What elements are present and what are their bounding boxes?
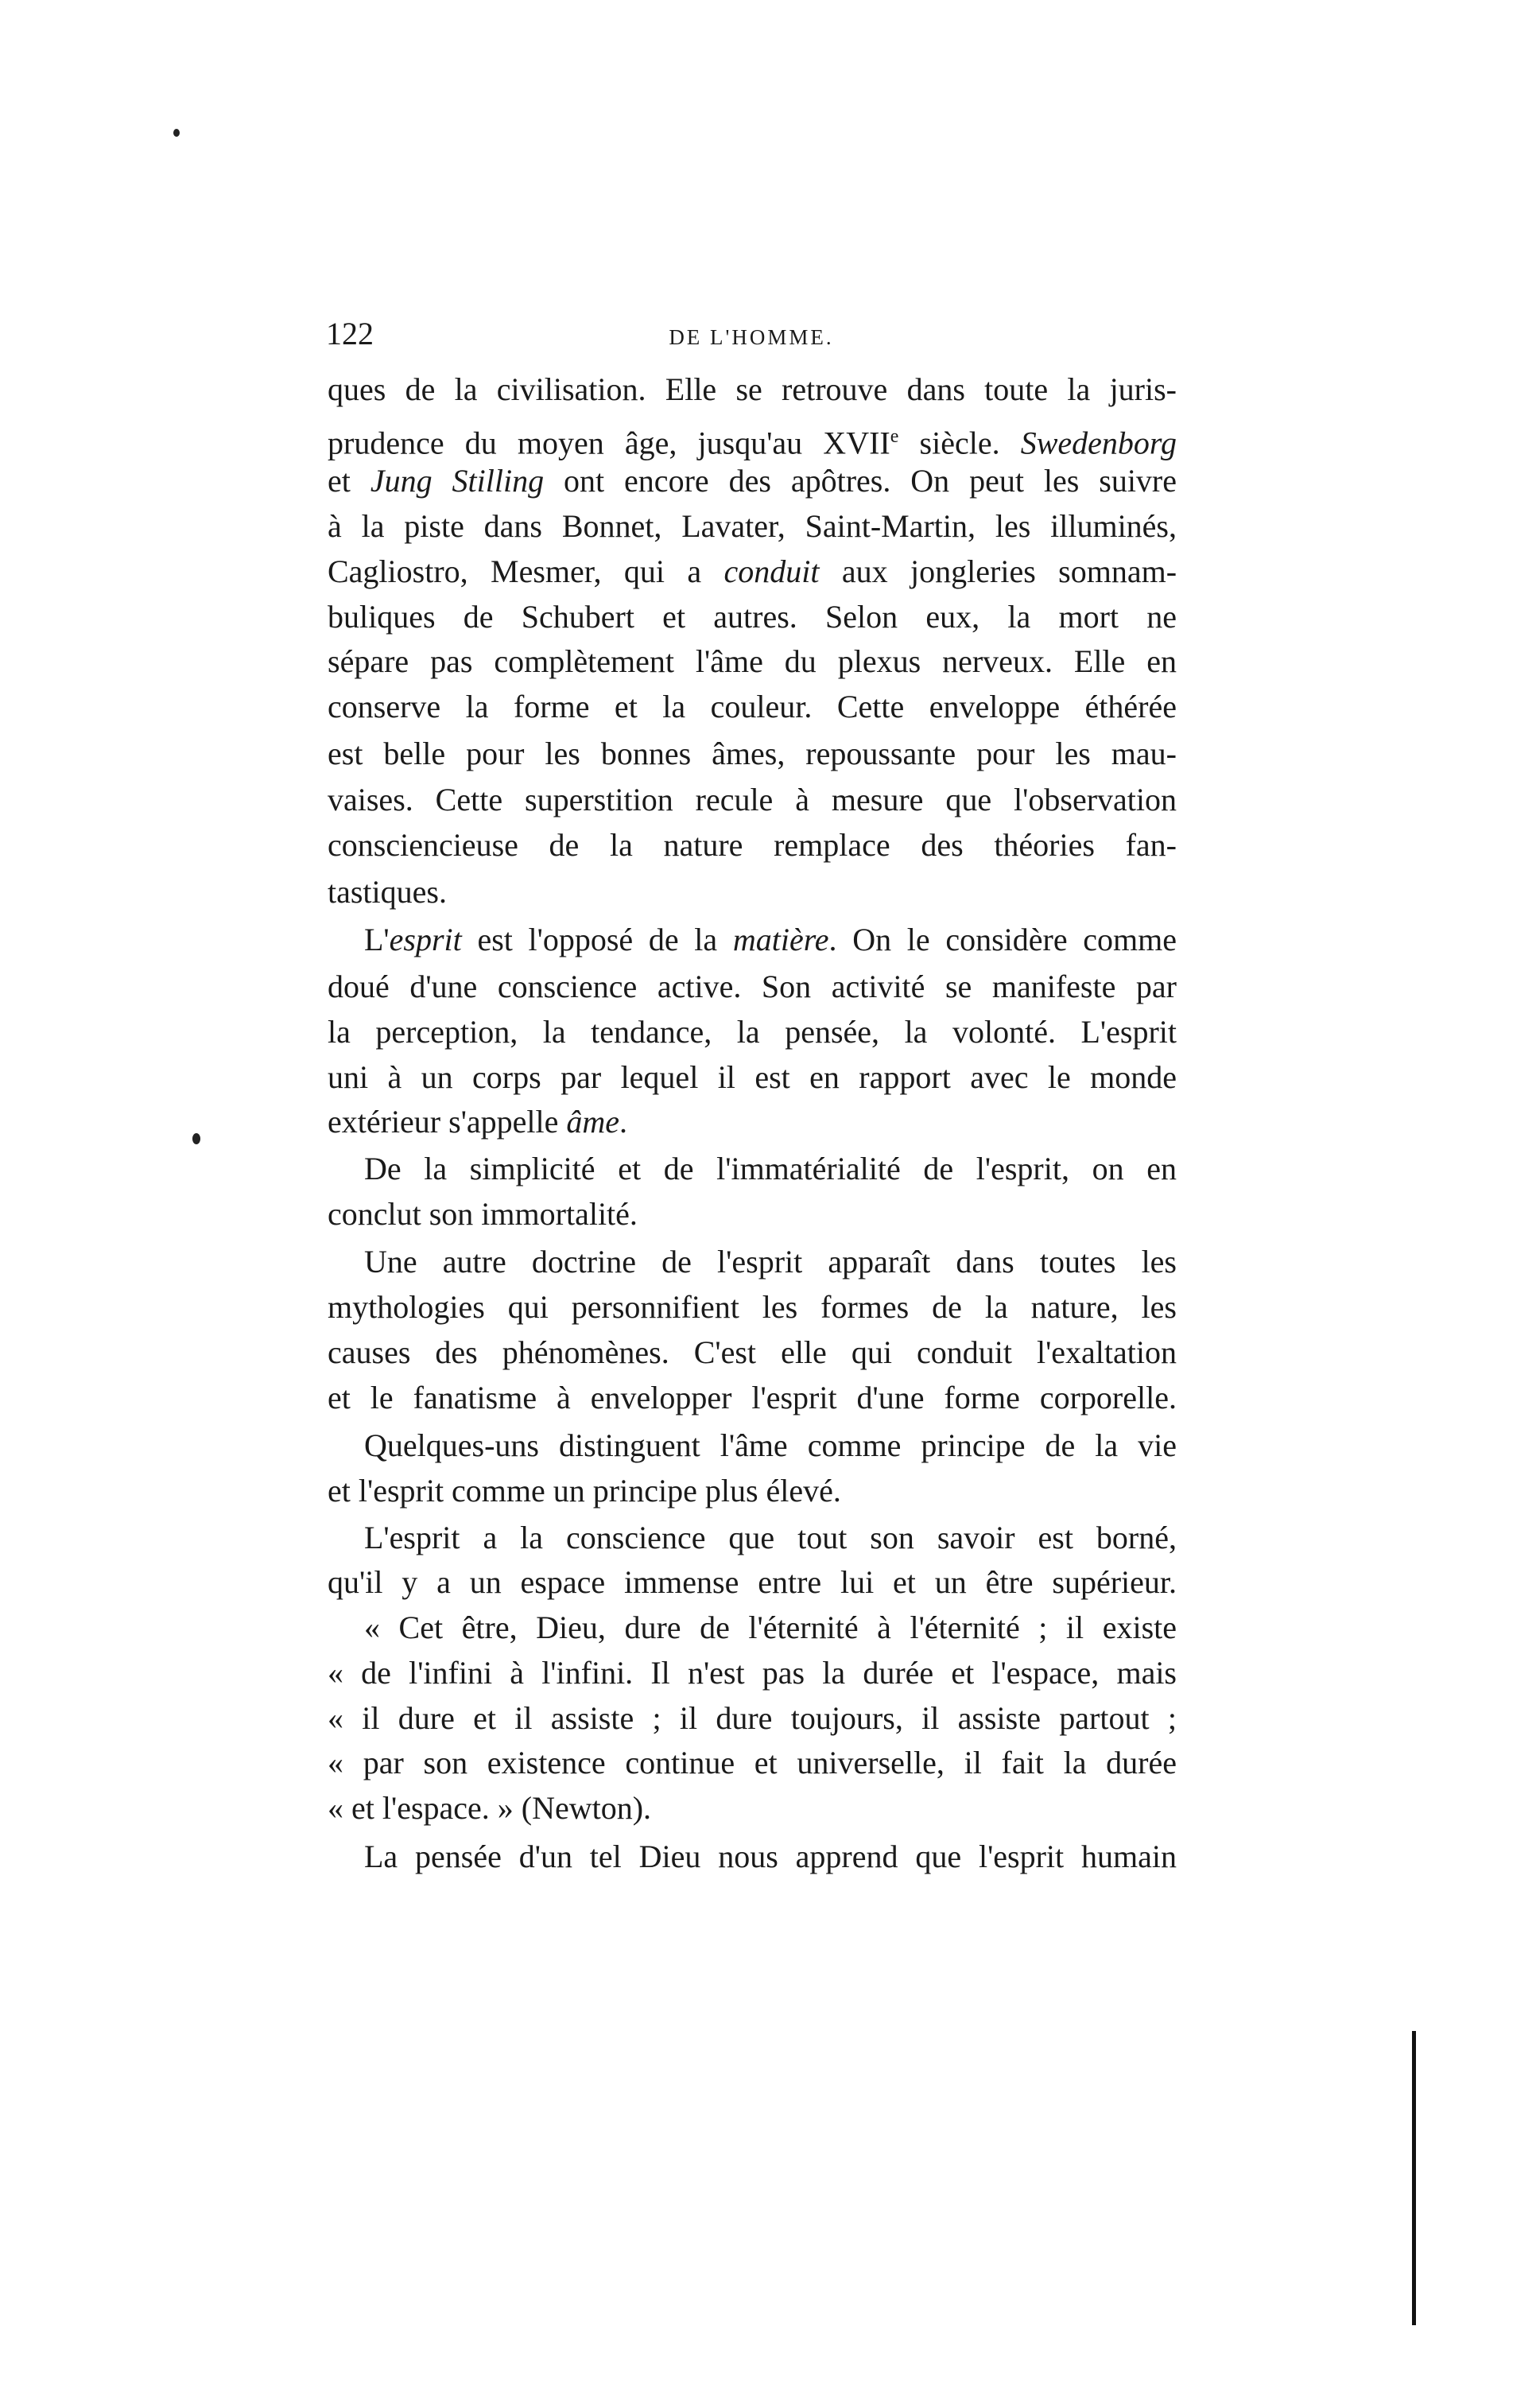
text-run: e [890, 425, 899, 447]
text-line [328, 639, 1177, 684]
text-run: vaises. Cette superstition recule à mesure que l'observation [328, 782, 1177, 818]
italic-text: Jung Stilling [370, 463, 545, 499]
text-run: « par son existence continue et universelle, il fait la durée [328, 1745, 1177, 1781]
text-line [328, 1285, 1177, 1330]
text-run: ques de la civilisation. Elle se retrouve dans toute la juris- [328, 371, 1177, 407]
italic-text: esprit [389, 922, 462, 958]
text-line [328, 459, 1177, 503]
scan-speck [173, 129, 180, 137]
text-run: . On le considère comme [828, 922, 1177, 958]
scan-edge-line [1412, 2031, 1416, 2325]
text-line [364, 1606, 1177, 1650]
text-run: qu'il y a un espace immense entre lui et un être supérieur. [328, 1564, 1177, 1601]
text-run: siècle. [898, 424, 1021, 460]
text-line [328, 414, 1177, 459]
text-run: prudence du moyen âge, jusqu'au XVII [328, 424, 890, 460]
text-run: « Cet être, Dieu, dure de l'éternité à l'éternité ; il existe [364, 1610, 1177, 1646]
text-run: « il dure et il assiste ; il dure toujours, il assiste partout ; [328, 1699, 1177, 1736]
text-run: sépare pas complètement l'âme du plexus nerveux. Elle en [328, 643, 1177, 680]
text-run: L'esprit a la conscience que tout son savoir est borné, [364, 1519, 1177, 1555]
text-line [328, 870, 1177, 914]
text-line [328, 778, 1177, 822]
text-run: aux jongleries somnam- [819, 553, 1177, 589]
text-run: à la piste dans Bonnet, Lavater, Saint-Martin, les illuminés, [328, 508, 1177, 545]
running-head: DE L'HOMME. [669, 325, 834, 349]
text-line [328, 504, 1177, 549]
text-line [364, 918, 1177, 962]
text-run: est l'opposé de la [461, 922, 733, 958]
text-run: ont encore des apôtres. On peut les suivre [544, 463, 1177, 499]
text-run: doué d'une conscience active. Son activité se manifeste par [328, 969, 1177, 1005]
text-run: causes des phénomènes. C'est elle qui conduit l'exaltation [328, 1334, 1177, 1370]
text-run: Quelques-uns distinguent l'âme comme principe de la vie [364, 1427, 1177, 1464]
text-run: extérieur s'appelle [328, 1104, 567, 1140]
text-run: mythologies qui personnifient les formes de la nature, les [328, 1289, 1177, 1326]
text-line [328, 1192, 1177, 1237]
italic-text: Swedenborg [1020, 424, 1177, 460]
text-run: buliques de Schubert et autres. Selon eux, la mort ne [328, 598, 1177, 635]
text-line [364, 1516, 1177, 1560]
text-line [328, 1100, 1177, 1144]
page-number: 122 [326, 316, 374, 351]
text-run: La pensée d'un tel Dieu nous apprend que l'esprit humain [364, 1838, 1177, 1874]
text-line [328, 1469, 1177, 1513]
text-line [328, 1651, 1177, 1695]
text-line [328, 732, 1177, 776]
text-line [328, 1560, 1177, 1605]
text-line [328, 595, 1177, 639]
text-run: « et l'espace. » (Newton). [328, 1790, 652, 1827]
text-line [328, 1010, 1177, 1054]
text-line [364, 1835, 1177, 1879]
text-line [364, 1147, 1177, 1191]
text-line [328, 1786, 1177, 1831]
text-line [328, 1696, 1177, 1741]
text-run: uni à un corps par lequel il est en rapport avec le monde [328, 1058, 1177, 1095]
text-line [328, 685, 1177, 729]
text-run: Cagliostro, Mesmer, qui a [328, 553, 724, 589]
italic-text: âme [566, 1104, 620, 1140]
text-line [328, 367, 1177, 412]
text-line [328, 1741, 1177, 1785]
text-run: et l'esprit comme un principe plus élevé. [328, 1472, 841, 1509]
scan-speck [192, 1133, 200, 1144]
text-line [328, 1376, 1177, 1420]
text-run: tastiques. [328, 873, 447, 910]
text-line [364, 1423, 1177, 1468]
text-line [328, 1055, 1177, 1100]
text-run: « de l'infini à l'infini. Il n'est pas la durée et l'espace, mais [328, 1654, 1177, 1691]
text-run: la perception, la tendance, la pensée, la volonté. L'esprit [328, 1013, 1177, 1050]
text-run: et le fanatisme à envelopper l'esprit d'une forme corporelle. [328, 1379, 1177, 1415]
text-run: . [619, 1104, 628, 1140]
text-run: Une autre doctrine de l'esprit apparaît dans toutes les [364, 1244, 1177, 1280]
text-run: est belle pour les bonnes âmes, repoussante pour les mau- [328, 735, 1177, 771]
text-run: consciencieuse de la nature remplace des théories fan- [328, 827, 1177, 864]
text-line [364, 1240, 1177, 1284]
text-line [328, 1330, 1177, 1375]
text-run: L' [364, 922, 390, 958]
text-line [328, 549, 1177, 594]
text-run: et [328, 463, 370, 499]
text-run: De la simplicité et de l'immatérialité de l'esprit, on en [364, 1150, 1177, 1186]
text-run: conserve la forme et la couleur. Cette enveloppe éthérée [328, 689, 1177, 725]
text-line [328, 823, 1177, 868]
italic-text: matière [732, 922, 829, 958]
text-run: conclut son immortalité. [328, 1195, 638, 1232]
italic-text: conduit [723, 553, 820, 589]
text-line [328, 965, 1177, 1009]
